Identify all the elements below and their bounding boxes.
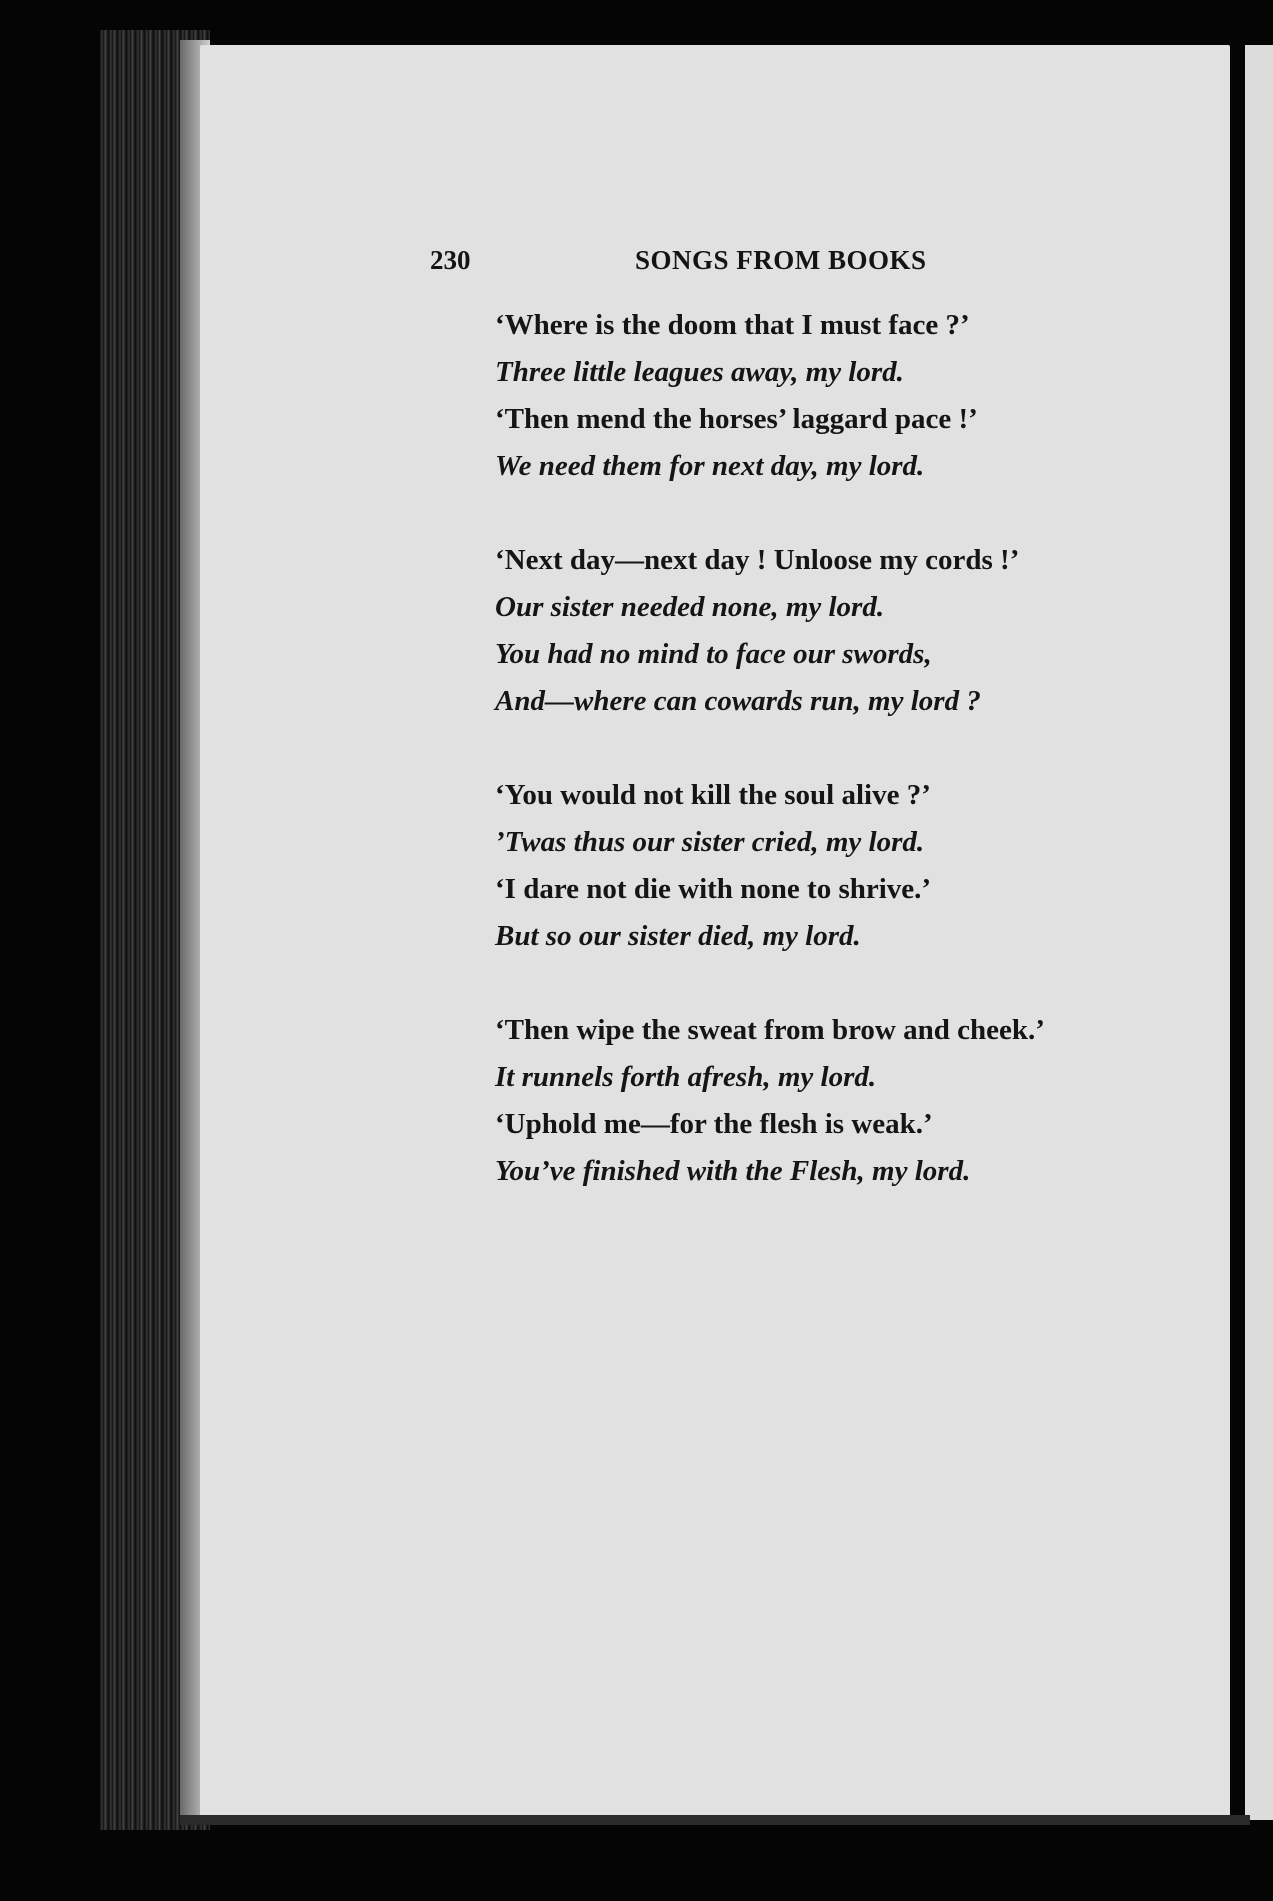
poem (495, 302, 1195, 1242)
poem-line: And—where can cowards run, my lord ? (495, 685, 981, 717)
stanza (495, 537, 1195, 725)
poem-line: You’ve finished with the Flesh, my lord. (495, 1155, 971, 1187)
stanza (495, 302, 1195, 490)
poem-line: We need them for next day, my lord. (495, 450, 925, 482)
poem-line: ‘Uphold me—for the flesh is weak.’ (495, 1108, 933, 1140)
poem-line: ‘Where is the doom that I must face ?’ (495, 309, 970, 341)
page-number: 230 (430, 245, 471, 275)
poem-line: ‘Next day—next day ! Unloose my cords !’ (495, 544, 1020, 576)
page-bottom-edge (180, 1815, 1250, 1825)
running-title: SONGS FROM BOOKS (635, 245, 927, 275)
poem-line: Our sister needed none, my lord. (495, 591, 885, 623)
poem-line: You had no mind to face our swords, (495, 638, 932, 670)
poem-line: ‘Then mend the horses’ laggard pace !’ (495, 403, 978, 435)
poem-line: Three little leagues away, my lord. (495, 356, 904, 388)
poem-line: ‘Then wipe the sweat from brow and cheek.’ (495, 1014, 1045, 1046)
poem-line: But so our sister died, my lord. (495, 920, 861, 952)
poem-line: ‘You would not kill the soul alive ?’ (495, 779, 931, 811)
next-page-edge (1245, 45, 1273, 1820)
poem-line: ‘I dare not die with none to shrive.’ (495, 873, 932, 905)
poem-line: It runnels forth afresh, my lord. (495, 1061, 877, 1093)
stanza (495, 1007, 1195, 1195)
poem-line: ’Twas thus our sister cried, my lord. (495, 826, 925, 858)
stanza (495, 772, 1195, 960)
